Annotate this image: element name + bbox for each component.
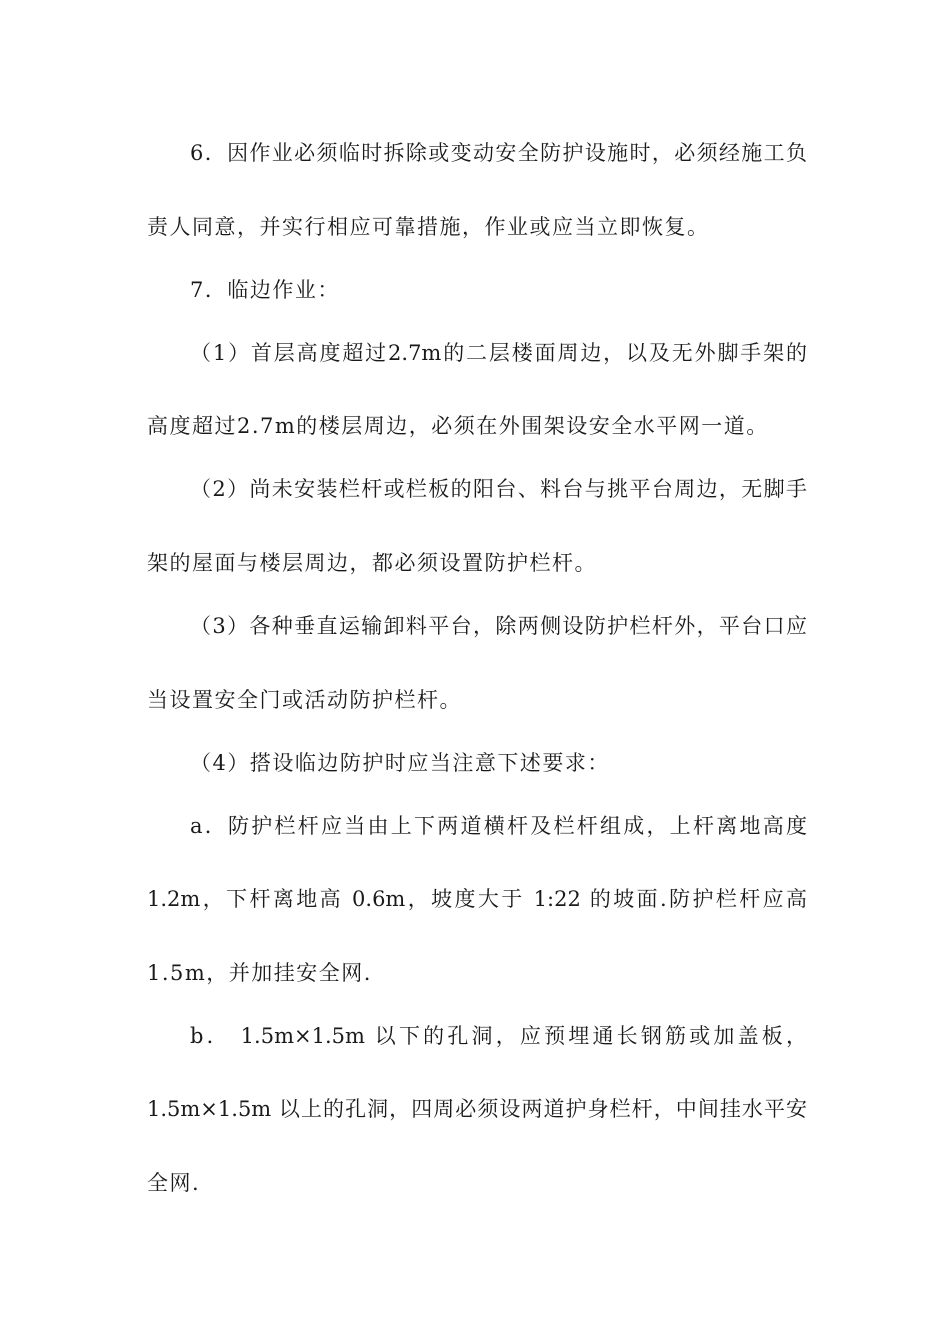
paragraph-line: 架的屋面与楼层周边，都必须设置防护栏杆。: [147, 551, 597, 575]
paragraph-line: （2）尚未安装栏杆或栏板的阳台、料台与挑平台周边，无脚手: [190, 477, 807, 501]
paragraph-line: 1.5m，并加挂安全网.: [147, 961, 372, 985]
paragraph-line: b． 1.5m×1.5m 以下的孔洞，应预埋通长钢筋或加盖板，: [190, 1024, 807, 1048]
paragraph-line: 1.2m，下杆离地高 0.6m，坡度大于 1:22 的坡面.防护栏杆应高: [147, 887, 807, 911]
paragraph-line: 7．临边作业：: [190, 278, 340, 302]
paragraph-line: 高度超过2.7m的楼层周边，必须在外围架设安全水平网一道。: [147, 414, 769, 438]
paragraph-line: （4）搭设临边防护时应当注意下述要求：: [190, 751, 610, 775]
paragraph-line: 1.5m×1.5m 以上的孔洞，四周必须设两道护身栏杆，中间挂水平安: [147, 1097, 807, 1121]
paragraph-line: 6．因作业必须临时拆除或变动安全防护设施时，必须经施工负: [190, 141, 807, 165]
paragraph-line: （1）首层高度超过2.7m的二层楼面周边，以及无外脚手架的: [190, 341, 807, 365]
paragraph-line: a．防护栏杆应当由上下两道横杆及栏杆组成，上杆离地高度: [190, 814, 807, 838]
paragraph-line: 责人同意，并实行相应可靠措施，作业或应当立即恢复。: [147, 215, 710, 239]
paragraph-line: 全网.: [147, 1171, 201, 1195]
paragraph-line: （3）各种垂直运输卸料平台，除两侧设防护栏杆外，平台口应: [190, 614, 807, 638]
paragraph-line: 当设置安全门或活动防护栏杆。: [147, 688, 462, 712]
